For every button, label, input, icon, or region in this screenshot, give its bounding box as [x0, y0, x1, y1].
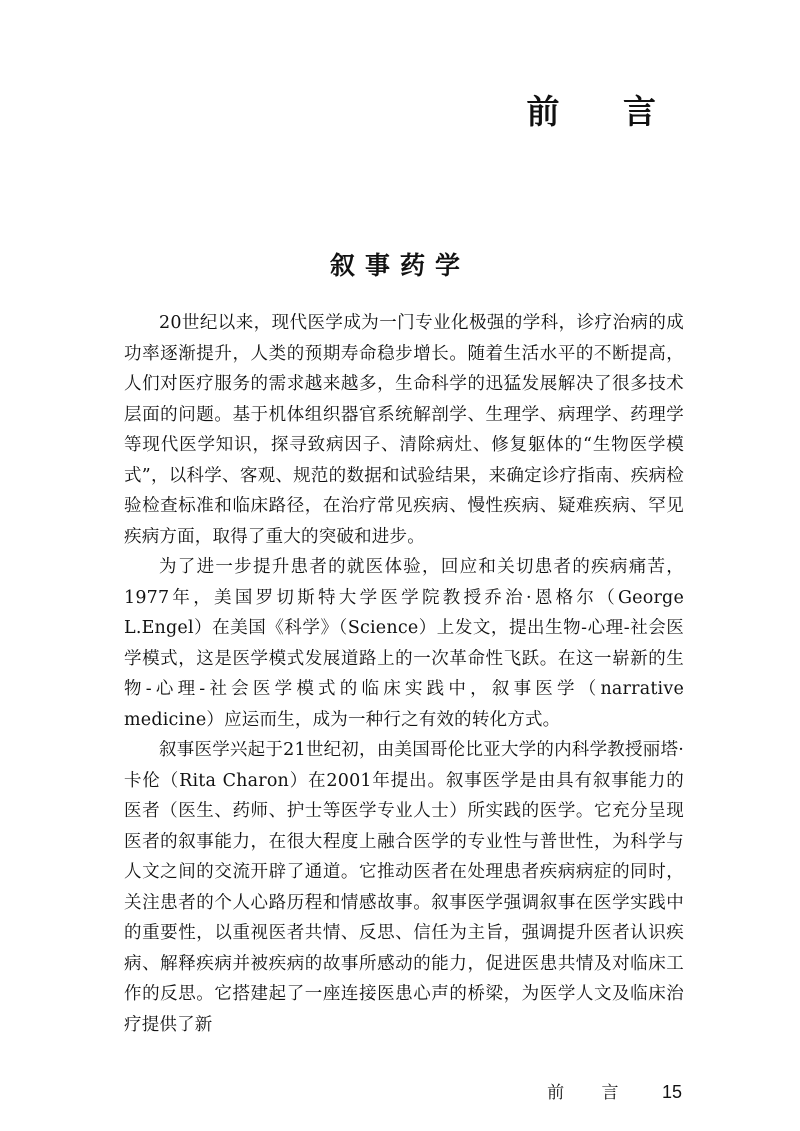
- paragraph: 为了进一步提升患者的就医体验，回应和关切患者的疾病痛苦，1977年，美国罗切斯特大学医学院教授乔治·恩格尔（George L.Engel）在美国《科学》（Science）上发文，提出生物-心理-社会医学模式，这是医学模式发展道路上的一次革命性飞跃。在这一崭新的生物-心理-社会医学模式的临床实践中，叙事医学（narrative medicine）应运而生，成为一种行之有效的转化方式。: [124, 557, 684, 730]
- paragraph: 叙事医学兴起于21世纪初，由美国哥伦比亚大学的内科学教授丽塔·卡伦（Rita Charon）在2001年提出。叙事医学是由具有叙事能力的医者（医生、药师、护士等医学专业人士）所实践的医学。它充分呈现医者的叙事能力，在很大程度上融合医学的专业性与普世性，为科学与人文之间的交流开辟了通道。它推动医者在处理患者疾病病症的同时，关注患者的个人心路历程和情感故事。叙事医学强调叙事在医学实践中的重要性，以重视医者共情、反思、信任为主旨，强调提升医者认识疾病、解释疾病并被疾病的故事所感动的能力，促进医患共情及对临床工作的反思。它搭建起了一座连接医患心声的桥梁，为医学人文及临床治疗提供了新: [124, 740, 684, 1035]
- paragraph: 20世纪以来，现代医学成为一门专业化极强的学科，诊疗治病的成功率逐渐提升，人类的预期寿命稳步增长。随着生活水平的不断提高，人们对医疗服务的需求越来越多，生命科学的迅猛发展解决了很多技术层面的问题。基于机体组织器官系统解剖学、生理学、病理学、药理学等现代医学知识，探寻致病因子、清除病灶、修复躯体的“生物医学模式”，以科学、客观、规范的数据和试验结果，来确定诊疗指南、疾病检验检查标准和临床路径，在治疗常见疾病、慢性疾病、疑难疾病、罕见疾病方面，取得了重大的突破和进步。: [124, 313, 684, 547]
- body-text: [124, 308, 684, 1040]
- chapter-title: 前 言: [526, 92, 682, 131]
- page-footer: [547, 1078, 682, 1103]
- section-title: 叙事药学: [329, 251, 470, 280]
- page-number: 15: [661, 1082, 682, 1102]
- running-head: 前 言: [547, 1083, 635, 1103]
